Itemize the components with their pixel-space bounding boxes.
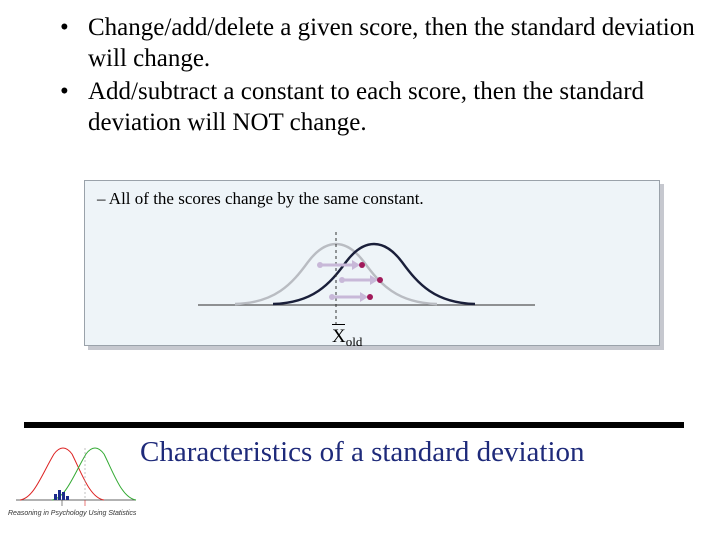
panel-text: – All of the scores change by the same constant. bbox=[97, 189, 424, 208]
bullet-symbol: • bbox=[60, 78, 69, 105]
footer-rule bbox=[24, 422, 684, 428]
x-subscript: old bbox=[345, 334, 363, 349]
thumbnail-caption: Reasoning in Psychology Using Statistics bbox=[8, 510, 137, 517]
slide-title: Characteristics of a standard deviation bbox=[140, 436, 585, 468]
x-symbol: X bbox=[332, 326, 346, 347]
x-bar-overline bbox=[332, 324, 345, 325]
bullet-text: Add/subtract a constant to each score, then the standard deviation will NOT change. bbox=[88, 78, 645, 136]
logo-thumbnail bbox=[12, 434, 140, 516]
bullet-text: Change/add/delete a given score, then the standard deviation will change. bbox=[88, 14, 695, 72]
bullet-symbol: • bbox=[60, 14, 69, 41]
x-old-label bbox=[332, 326, 362, 348]
